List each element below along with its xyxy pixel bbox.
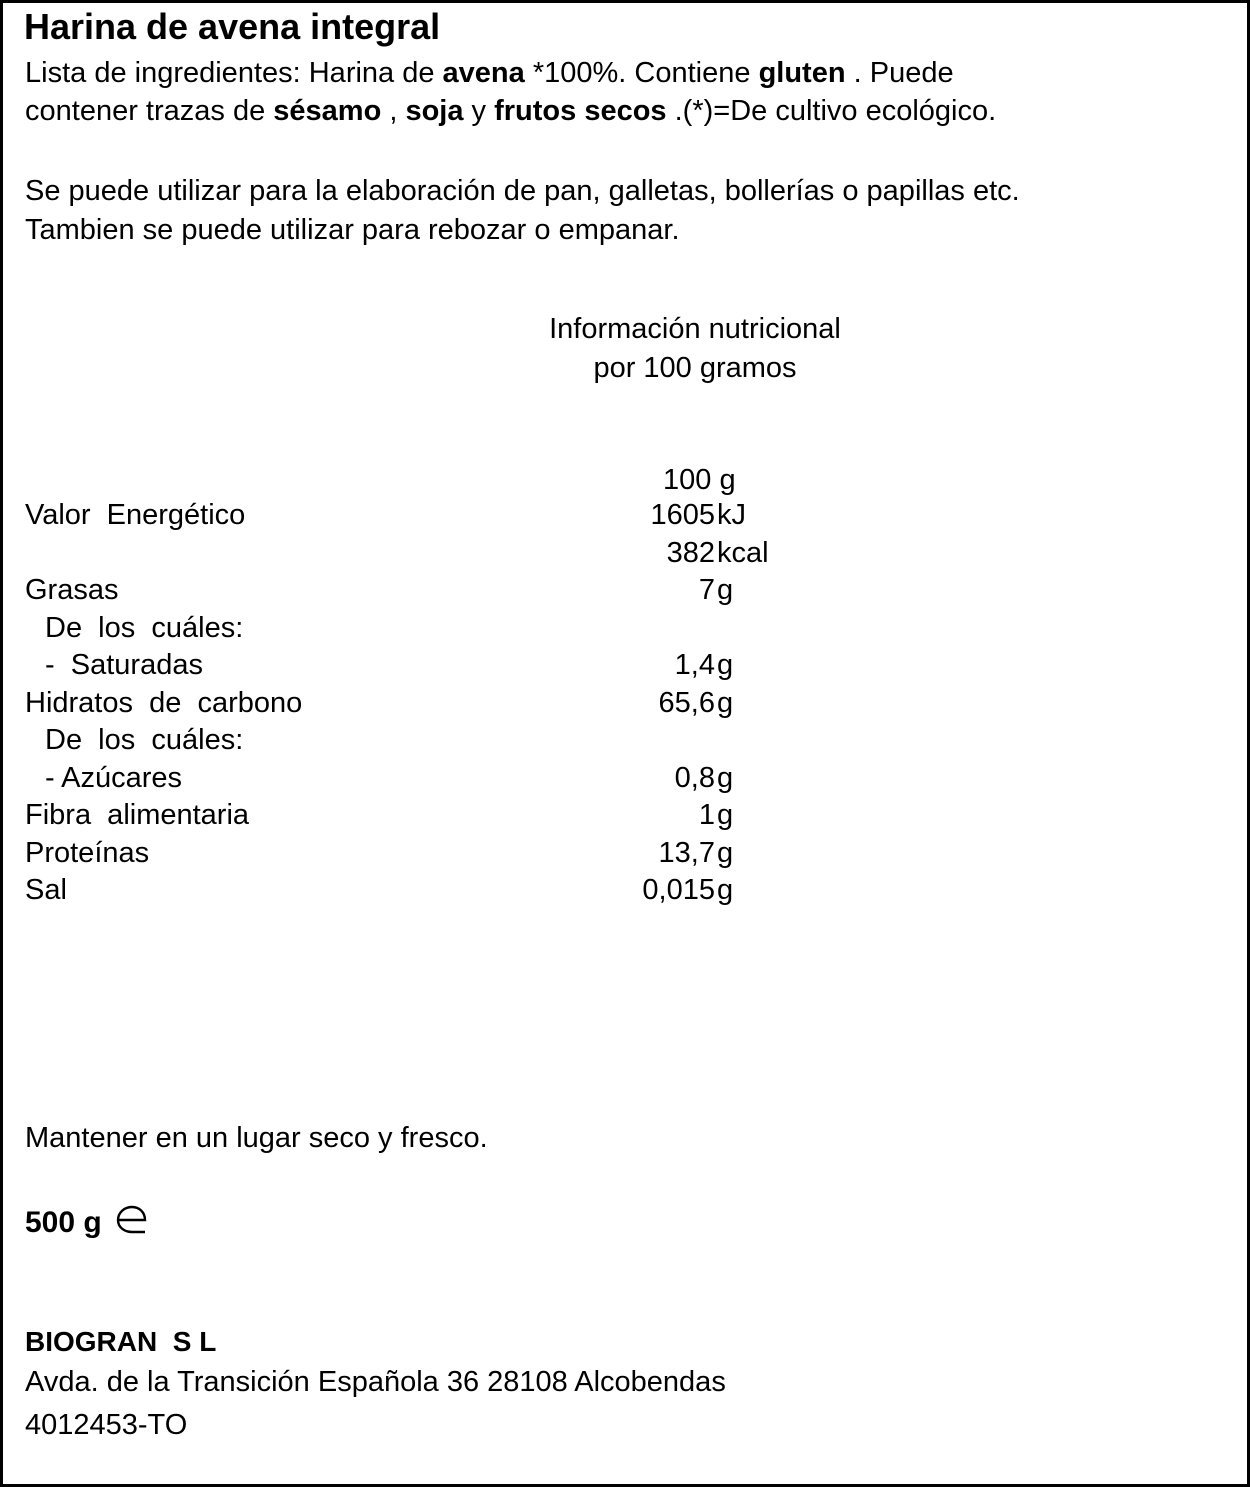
ingredients-text: *100%. Contiene <box>524 57 759 89</box>
usage-line-2: Tambien se puede utilizar para rebozar o empanar. <box>25 214 680 246</box>
ingredients-text: . Puede <box>845 57 954 89</box>
nutrition-value: 1 <box>698 799 715 831</box>
nutrition-unit: g <box>717 687 734 719</box>
nutrition-subheading: por 100 gramos <box>593 352 797 384</box>
nutrition-label: Hidratos de carbono <box>25 687 303 719</box>
nutrition-unit: g <box>717 762 734 794</box>
company-code: 4012453-TO <box>25 1409 188 1441</box>
nutrition-value: 0,8 <box>674 762 715 794</box>
nutrition-unit: g <box>717 799 734 831</box>
nutrition-label: De los cuáles: <box>45 612 244 644</box>
nutrition-unit: g <box>717 874 734 906</box>
allergen-sesamo: sésamo <box>273 95 382 127</box>
nutrition-label: Sal <box>25 874 67 906</box>
nutrition-label: Fibra alimentaria <box>25 799 250 831</box>
nutrition-value: 1,4 <box>674 649 715 681</box>
nutrition-value: 382 <box>666 537 715 569</box>
nutrition-value: 0,015 <box>642 874 715 906</box>
company-address: Avda. de la Transición Española 36 28108 Alcobendas <box>25 1366 726 1398</box>
storage-instructions: Mantener en un lugar seco y fresco. <box>25 1122 488 1154</box>
nutrition-unit: g <box>717 837 734 869</box>
nutrition-unit: kJ <box>717 499 746 531</box>
nutrition-value: 13,7 <box>658 837 715 869</box>
nutrition-unit: g <box>717 649 734 681</box>
ingredients-text: y <box>463 95 495 127</box>
allergen-soja: soja <box>405 95 464 127</box>
nutrition-label: De los cuáles: <box>45 724 244 756</box>
allergen-avena: avena <box>442 57 525 89</box>
company-name: BIOGRAN S L <box>25 1326 217 1357</box>
allergen-gluten: gluten <box>758 57 846 89</box>
ingredients-text: .(*)=De cultivo ecológico. <box>666 95 997 127</box>
ingredients-line-1 <box>25 54 954 92</box>
ingredients-text: contener trazas de <box>25 95 274 127</box>
ingredients-text: , <box>381 95 406 127</box>
nutrition-label: - Azúcares <box>45 762 182 794</box>
nutrition-heading: Información nutricional <box>549 313 841 345</box>
estimated-e-mark-icon <box>112 1204 152 1245</box>
product-title: Harina de avena integral <box>24 6 441 47</box>
nutrition-value: 1605 <box>650 499 715 531</box>
allergen-frutos-secos: frutos secos <box>494 95 667 127</box>
usage-line-1: Se puede utilizar para la elaboración de pan, galletas, bollerías o papillas etc. <box>25 175 1020 207</box>
ingredients-line-2 <box>25 92 996 130</box>
nutrition-label: Proteínas <box>25 837 150 869</box>
nutrition-label: Valor Energético <box>25 499 246 531</box>
net-weight-value: 500 g <box>25 1206 102 1239</box>
nutrition-value: 7 <box>698 574 715 606</box>
nutrition-unit: kcal <box>717 537 769 569</box>
nutrition-label: Grasas <box>25 574 119 606</box>
nutrition-label: - Saturadas <box>45 649 203 681</box>
nutrition-value: 65,6 <box>658 687 715 719</box>
nutrition-unit: g <box>717 574 734 606</box>
nutrition-column-header: 100 g <box>663 464 736 496</box>
net-weight <box>25 1203 152 1245</box>
ingredients-text: Lista de ingredientes: Harina de <box>25 57 443 89</box>
